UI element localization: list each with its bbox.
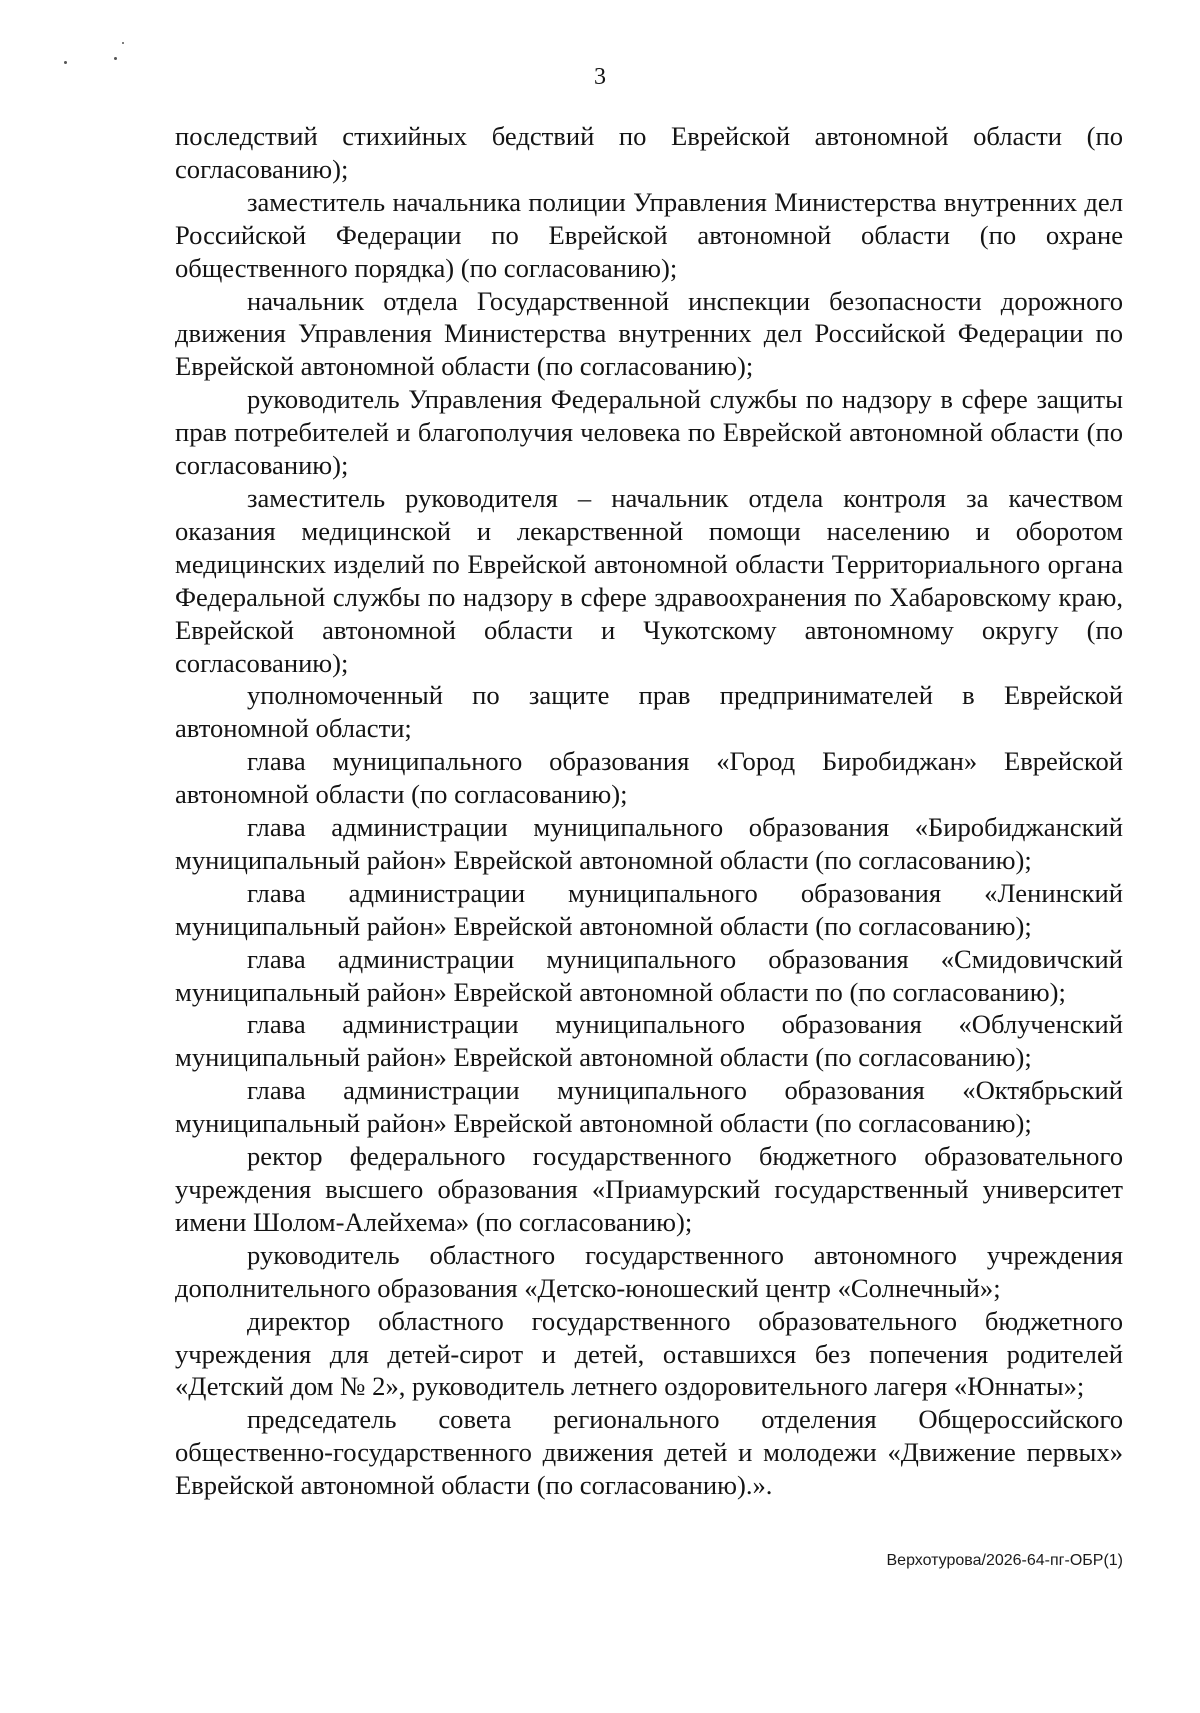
paragraph: глава администрации муниципального образования «Октябрьский муниципальный район» Еврейской автономной области (по согласованию);: [175, 1075, 1123, 1139]
document-code: Верхотурова/2026-64-пг-ОБР(1): [886, 1552, 1123, 1569]
paragraph: глава администрации муниципального образования «Ленинский муниципальный район» Еврейской автономной области (по согласованию);: [175, 877, 1123, 941]
paragraph: руководитель Управления Федеральной службы по надзору в сфере защиты прав потребителей и благополучия человека по Еврейской автономной области (по согласованию);: [175, 384, 1123, 481]
scan-speck: [122, 42, 124, 44]
paragraph: глава администрации муниципального образования «Биробиджанский муниципальный район» Еврейской автономной области (по согласованию);: [175, 812, 1123, 875]
paragraph: глава муниципального образования «Город Биробиджан» Еврейской автономной области (по согласованию);: [175, 746, 1123, 810]
paragraph: председатель совета регионального отделения Общероссийского общественно-государственного движения детей и молодежи «Движение первых» Еврейской автономной области (по согласованию).».: [175, 1404, 1123, 1501]
paragraph: руководитель областного государственного автономного учреждения дополнительного образования «Детско-юношеский центр «Солнечный»;: [175, 1239, 1123, 1303]
paragraph: ректор федерального государственного бюджетного образовательного учреждения высшего образования «Приамурский государственный университет имени Шолом-Алейхема» (по согласованию);: [175, 1141, 1123, 1237]
paragraph: уполномоченный по защите прав предпринимателей в Еврейской автономной области;: [175, 680, 1123, 744]
document-body: [175, 120, 1123, 1502]
page-number: 3: [594, 64, 606, 90]
paragraph: заместитель руководителя – начальник отдела контроля за качеством оказания медицинской и лекарственной помощи населению и оборотом медицинских изделий по Еврейской автономной области Территориального органа Федеральной службы по надзору в сфере здравоохранения по Хабаровскому краю, Еврейской автономной области и Чукотскому автономному округу (по согласованию);: [175, 482, 1123, 678]
paragraph: директор областного государственного образовательного бюджетного учреждения для детей-сирот и детей, оставшихся без попечения родителей «Детский дом № 2», руководитель летнего оздоровительного лагеря «Юннаты»;: [175, 1305, 1123, 1402]
paragraph: начальник отдела Государственной инспекции безопасности дорожного движения Управления Министерства внутренних дел Российской Федерации по Еврейской автономной области (по согласованию);: [175, 285, 1123, 382]
paragraph: последствий стихийных бедствий по Еврейской автономной области (по согласованию);: [175, 121, 1123, 184]
paragraph: глава администрации муниципального образования «Смидовичский муниципальный район» Еврейской автономной области по (по согласованию);: [175, 943, 1123, 1007]
paragraph: заместитель начальника полиции Управления Министерства внутренних дел Российской Федерации по Еврейской автономной области (по охране общественного порядка) (по согласованию);: [175, 186, 1123, 283]
paragraph: глава администрации муниципального образования «Облученский муниципальный район» Еврейской автономной области (по согласованию);: [175, 1009, 1123, 1073]
scan-speck: [114, 57, 117, 60]
